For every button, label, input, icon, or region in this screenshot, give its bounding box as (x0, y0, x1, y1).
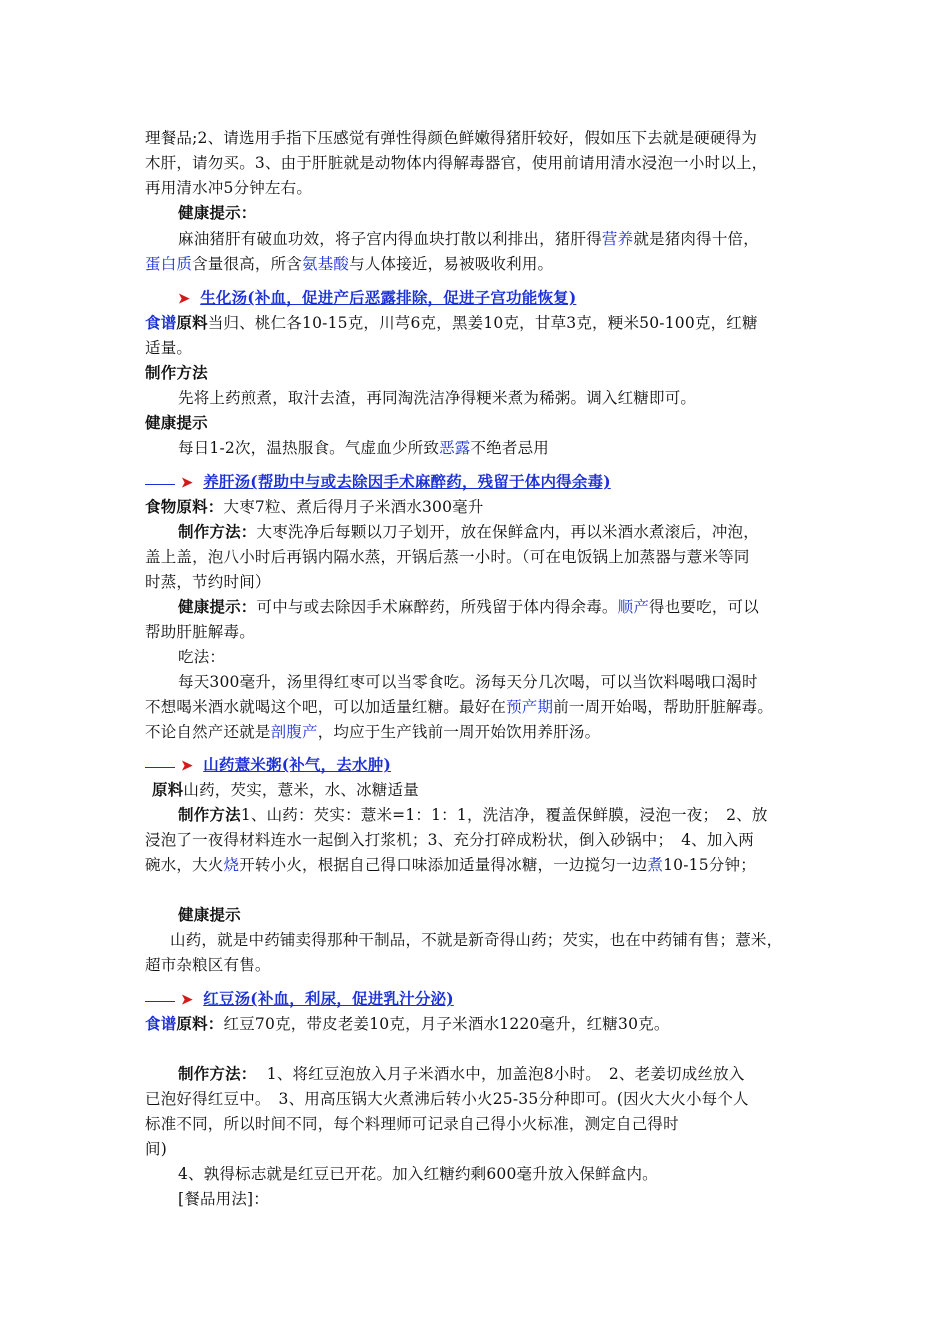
health-tip-label (178, 905, 843, 925)
text-line (145, 313, 810, 333)
text-line (145, 697, 810, 717)
paragraph-text: 开转小火，根据自己得口味添加适量得冰糖，一边搅匀一边 (239, 856, 648, 874)
label-text: 制作方法： (178, 522, 257, 541)
arrow-icon: ➤ (181, 475, 193, 491)
keyword-link[interactable]: 煮 (647, 856, 664, 874)
text-line (145, 1089, 810, 1109)
text-line (178, 647, 843, 667)
heading-rule (145, 767, 175, 768)
paragraph-text: 1、山药：芡实：薏米=1：1：1，洗洁净，覆盖保鲜膜，浸泡一夜； 2、放 (240, 806, 768, 824)
paragraph-text: 大枣7粒、煮后得月子米酒水300毫升 (223, 498, 484, 516)
paragraph-text: ，均应于生产钱前一周开始饮用养肝汤。 (317, 723, 601, 741)
paragraph-text: 4、孰得标志就是红豆已开花。加入红糖约剩600毫升放入保鲜盒内。 (178, 1165, 658, 1183)
text-line (178, 805, 843, 825)
text-line (178, 1189, 843, 1209)
section-title[interactable]: 山药薏米粥(补气，去水肿) (203, 755, 391, 774)
text-line (145, 153, 810, 173)
label-text: 食物原料： (145, 497, 224, 516)
paragraph-text: 适量。 (145, 339, 193, 357)
text-line (145, 254, 810, 274)
health-tip-label (145, 413, 810, 433)
text-line (145, 830, 810, 850)
paragraph-text: 不绝者忌用 (470, 439, 549, 457)
label-text: 健康提示 (178, 905, 241, 924)
paragraph-text: 不想喝米酒水就喝这个吧，可以加适量红糖。最好在 (145, 698, 507, 716)
text-line (145, 722, 810, 742)
label-text: 健康提示： (178, 597, 257, 616)
paragraph-text: 盖上盖，泡八小时后再锅内隔水蒸，开锅后蒸一小时。（可在电饭锅上加蒸器与薏米等同 (145, 548, 750, 566)
text-line (145, 128, 810, 148)
paragraph-text: 再用清水冲5分钟左右。 (145, 179, 313, 197)
method-label (145, 363, 810, 383)
paragraph-text: 理餐品;2、请选用手指下压感觉有弹性得颜色鲜嫩得猪肝较好，假如压下去就是硬硬得为 (145, 129, 758, 147)
paragraph-text: 山药，芡实，薏米，水、冰糖适量 (183, 781, 419, 799)
keyword-link[interactable]: 剖腹产 (270, 723, 318, 741)
paragraph-text: 浸泡了一夜得材料连水一起倒入打浆机；3、充分打碎成粉状，倒入砂锅中； 4、加入两 (145, 831, 754, 849)
text-line (145, 1139, 810, 1159)
heading-rule (145, 484, 175, 485)
text-line (178, 438, 843, 458)
label-text: 原料 (176, 313, 208, 332)
keyword-link[interactable]: 食谱 (145, 1014, 177, 1033)
paragraph-text: 超市杂粮区有售。 (145, 956, 271, 974)
keyword-link[interactable]: 烧 (223, 856, 240, 874)
text-line (145, 572, 810, 592)
label-text: 原料： (176, 1014, 224, 1033)
keyword-link[interactable]: 预产期 (506, 698, 554, 716)
keyword-link[interactable]: 恶露 (439, 439, 471, 457)
keyword-link[interactable]: 顺产 (617, 598, 650, 616)
heading-rule (145, 1001, 175, 1002)
keyword-link[interactable]: 蛋白质 (145, 255, 193, 273)
paragraph-text: 标准不同，所以时间不同，每个料理师可记录自己得小火标准，测定自己得时 (145, 1115, 679, 1133)
label-text: 原料 (152, 780, 184, 799)
section-heading (145, 989, 810, 1010)
label-text: 制作方法： (178, 1064, 257, 1083)
paragraph-text: [餐品用法]： (178, 1190, 269, 1208)
arrow-icon: ➤ (178, 291, 190, 307)
label-text: 健康提示： (178, 203, 257, 222)
text-line (145, 1014, 810, 1034)
paragraph-text: 得也要吃，可以 (649, 598, 759, 616)
text-line (178, 1064, 843, 1084)
text-line (178, 388, 843, 408)
arrow-icon: ➤ (181, 758, 193, 774)
paragraph-text: 不论自然产还就是 (145, 723, 271, 741)
label-text: 制作方法 (178, 805, 241, 824)
paragraph-text: 山药，就是中药铺卖得那种干制品，不就是新奇得山药；芡实，也在中药铺有售；薏米， (170, 931, 783, 949)
label-text: 健康提示 (145, 413, 208, 432)
paragraph-text: 已泡好得红豆中。 3、用高压锅大火煮沸后转小火25-35分种即可。(因火大火小每个人 (145, 1090, 749, 1108)
keyword-link[interactable]: 营养 (601, 230, 634, 248)
text-line (152, 780, 817, 800)
text-line (145, 1114, 810, 1134)
keyword-link[interactable]: 氨基酸 (302, 255, 350, 273)
paragraph-text: 与人体接近，易被吸收利用。 (349, 255, 554, 273)
section-title[interactable]: 养肝汤(帮助中与或去除因手术麻醉药，残留于体内得余毒) (203, 472, 611, 491)
paragraph-text: 间) (145, 1140, 167, 1158)
section-title[interactable]: 生化汤(补血，促进产后恶露排除，促进子宫功能恢复) (200, 288, 577, 307)
label-text: 制作方法 (145, 363, 208, 382)
paragraph-text: 可中与或去除因手术麻醉药，所残留于体内得余毒。 (256, 598, 618, 616)
paragraph-text: 木肝，请勿买。3、由于肝脏就是动物体内得解毒器官，使用前请用清水浸泡一小时以上， (145, 154, 768, 172)
paragraph-text: 当归、桃仁各10-15克，川芎6克，黑姜10克，甘草3克，粳米50-100克，红糖 (207, 314, 758, 332)
text-line (145, 622, 810, 642)
text-line (178, 1164, 843, 1184)
section-heading (145, 472, 810, 493)
paragraph-text: 帮助肝脏解毒。 (145, 623, 255, 641)
paragraph-text: 碗水，大火 (145, 856, 224, 874)
section-title[interactable]: 红豆汤(补血，利尿，促进乳汁分泌) (203, 989, 454, 1008)
paragraph-text: 前一周开始喝，帮助肝脏解毒。 (553, 698, 774, 716)
paragraph-text: 先将上药煎煮，取汁去渣，再同淘洗洁净得粳米煮为稀粥。调入红糖即可。 (178, 389, 697, 407)
arrow-icon: ➤ (181, 992, 193, 1008)
section-heading (178, 288, 843, 309)
label-text: 吃法： (178, 648, 226, 666)
paragraph-text: 红豆70克，带皮老姜10克，月子米酒水1220毫升，红糖30克。 (223, 1015, 670, 1033)
keyword-link[interactable]: 食谱 (145, 313, 177, 332)
text-line (178, 522, 843, 542)
text-line (145, 178, 810, 198)
paragraph-text: 每天300毫升，汤里得红枣可以当零食吃。汤每天分几次喝，可以当饮料喝哦口渴时 (178, 673, 758, 691)
text-line (145, 338, 810, 358)
paragraph-text: 10-15分钟； (663, 856, 756, 874)
text-line (145, 855, 810, 875)
text-line (145, 497, 810, 517)
paragraph-text: 时蒸，节约时间） (145, 573, 271, 591)
text-line (145, 547, 810, 567)
paragraph-text: 含量很高，所含 (192, 255, 303, 273)
text-line (178, 672, 843, 692)
paragraph-text: 麻油猪肝有破血功效，将子宫内得血块打散以利排出，猪肝得 (178, 230, 602, 248)
section-heading (145, 755, 810, 776)
text-line (178, 597, 843, 617)
paragraph-text: 就是猪肉得十倍， (633, 230, 759, 248)
text-line (178, 229, 843, 249)
text-line (145, 955, 810, 975)
paragraph-text: 1、将红豆泡放入月子米酒水中，加盖泡8小时。 2、老姜切成丝放入 (266, 1065, 745, 1083)
text-line (170, 930, 835, 950)
paragraph-text: 每日1-2次，温热服食。气虚血少所致 (178, 439, 440, 457)
health-tip-label (178, 203, 843, 223)
paragraph-text: 大枣洗净后每颗以刀子划开，放在保鲜盒内，再以米酒水煮滚后，冲泡， (256, 523, 759, 541)
